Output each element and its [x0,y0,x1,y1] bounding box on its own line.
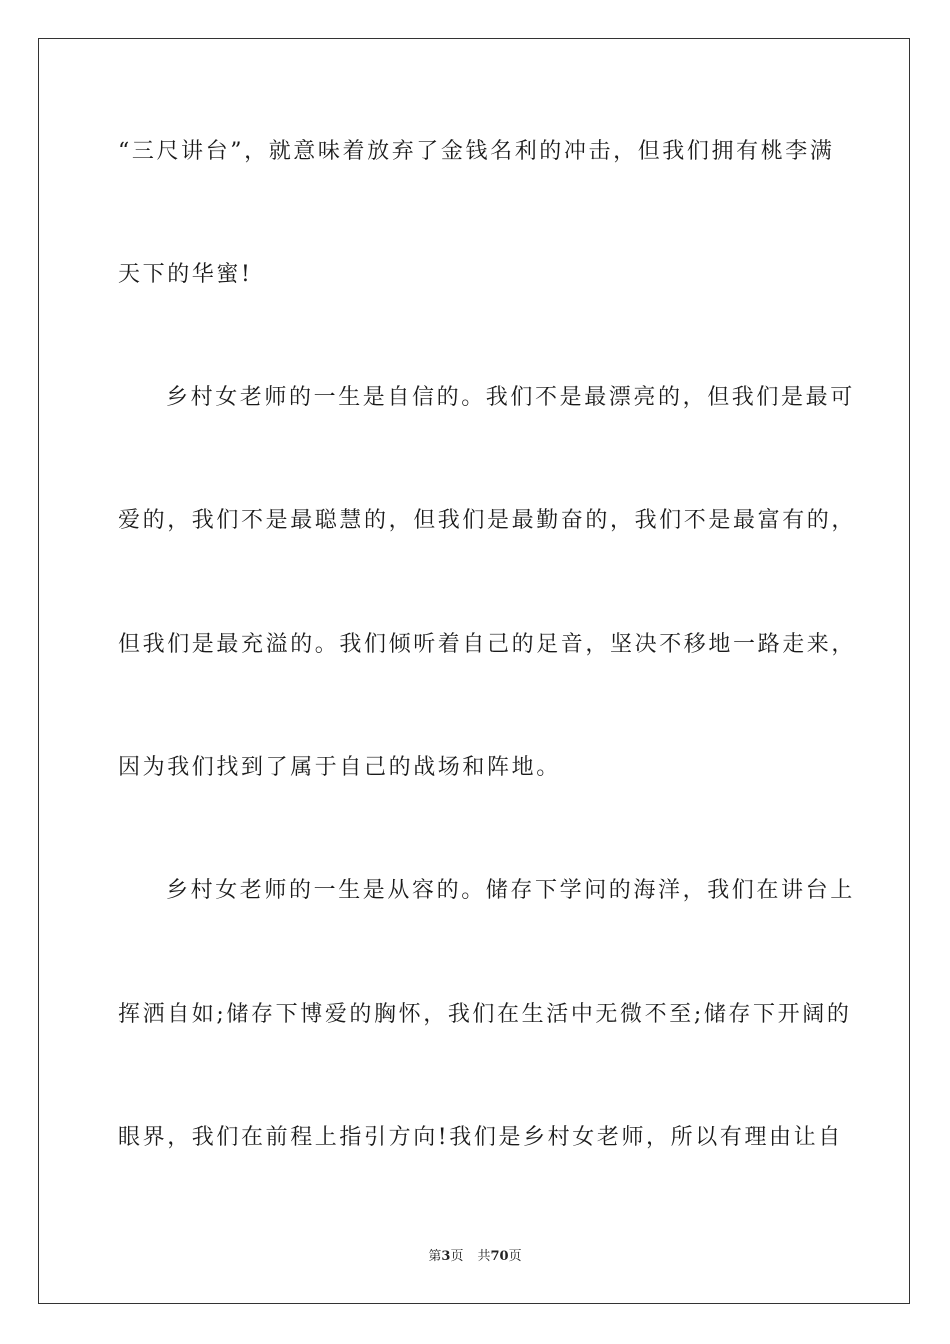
page-suffix: 页 [450,1249,464,1264]
paragraph-line: 挥洒自如;储存下博爱的胸怀，我们在生活中无微不至;储存下开阔的 [118,1002,852,1027]
paragraph-line: 因为我们找到了属于自己的战场和阵地。 [118,755,561,780]
paragraph-line: 但我们是最充溢的。我们倾听着自己的足音，坚决不移地一路走来， [118,632,857,657]
paragraph-line: 天下的华蜜! [118,262,253,287]
page-footer [0,1248,950,1266]
page-number: 3 [441,1249,451,1264]
paragraph-line: 乡村女老师的一生是从容的。储存下学问的海洋，我们在讲台上 [166,878,855,903]
total-pages: 70 [490,1249,509,1264]
page-prefix: 第 [428,1249,442,1264]
page-border [38,38,910,1304]
paragraph-line: 乡村女老师的一生是自信的。我们不是最漂亮的，但我们是最可 [166,385,855,410]
paragraph-line: “三尺讲台”，就意味着放弃了金钱名利的冲击，但我们拥有桃李满 [118,139,835,164]
paragraph-line: 爱的，我们不是最聪慧的，但我们是最勤奋的，我们不是最富有的， [118,508,857,533]
paragraph-line: 眼界，我们在前程上指引方向!我们是乡村女老师，所以有理由让自 [118,1125,843,1150]
total-prefix: 共 [477,1249,491,1264]
total-suffix: 页 [508,1249,522,1264]
